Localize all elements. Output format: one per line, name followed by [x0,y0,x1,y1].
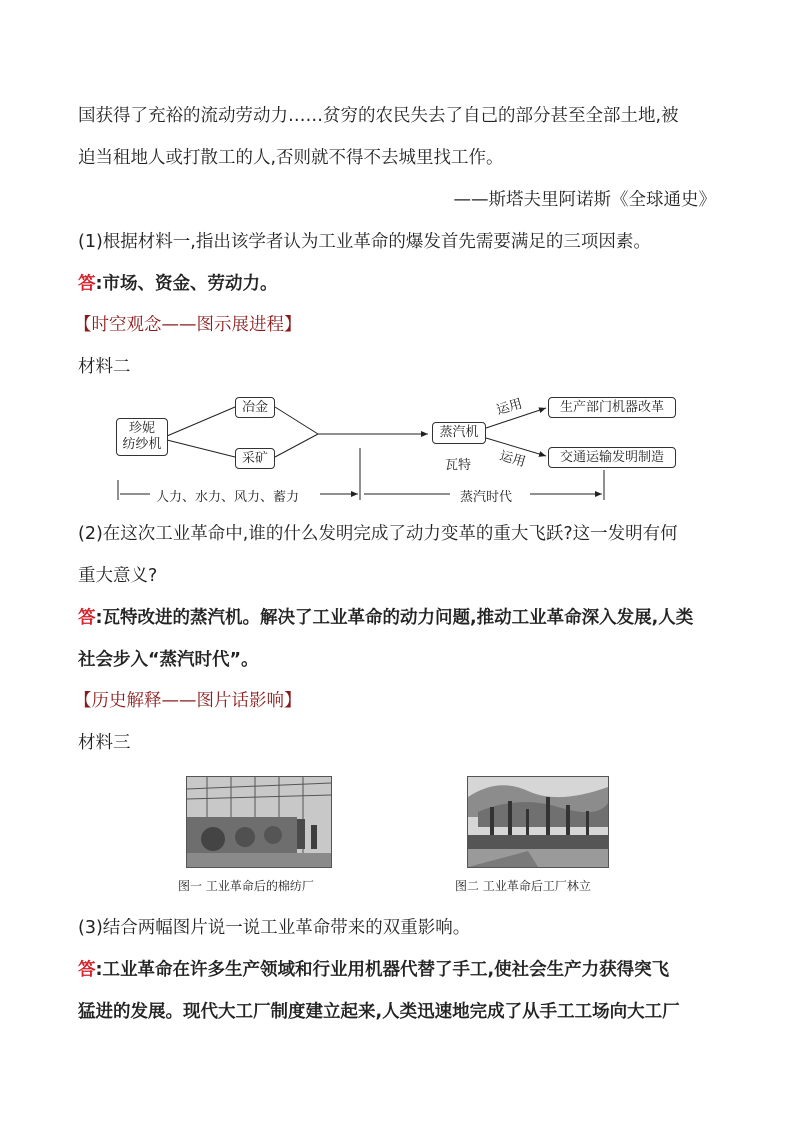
node-smelting: 冶金 [235,397,275,418]
answer-label: 答 [78,960,96,980]
question-2-line1: (2)在这次工业革命中,谁的什么发明完成了动力变革的重大飞跃?这一发明有何 [78,524,678,544]
material-3-label: 材料三 [78,733,131,753]
material1-source: ——斯塔夫里阿诺斯《全球通史》 [453,190,716,210]
section-header-spacetime: 【时空观念——图示展进程】 [74,315,302,335]
answer-2-line2: 社会步入“蒸汽时代”。 [78,650,259,670]
cotton-mill-illustration [187,777,331,867]
node-spinning-jenny [116,418,168,456]
answer-1 [78,272,278,296]
figure-factories [467,776,609,868]
label-apply-bottom: 运用 [497,448,528,471]
figure-2-caption: 图二 工业革命后工厂林立 [455,879,591,893]
node-transport-inventions: 交通运输发明制造 [548,447,676,468]
jenny-line2: 纺纱机 [122,437,162,452]
figure-1-caption: 图一 工业革命后的棉纺厂 [178,879,314,893]
material-2-label: 材料二 [78,357,131,377]
answer-1-text: :市场、资金、劳动力。 [95,274,278,294]
question-3: (3)结合两幅图片说一说工业革命带来的双重影响。 [78,918,471,938]
label-era-steam: 蒸汽时代 [460,490,513,505]
label-era-human-power: 人力、水力、风力、蓄力 [156,490,300,505]
material1-line2: 迫当租地人或打散工的人,否则就不得不去城里找工作。 [78,148,504,168]
figure-cotton-mill [186,776,332,868]
section-header-history: 【历史解释——图片话影响】 [74,691,302,711]
answer-3-line2: 猛进的发展。现代大工厂制度建立起来,人类迅速地完成了从手工工场向大工厂 [78,1002,680,1022]
node-production-machinery-reform: 生产部门机器改革 [548,397,676,418]
question-1: (1)根据材料一,指出该学者认为工业革命的爆发首先需要满足的三项因素。 [78,232,651,252]
answer-label: 答 [78,608,96,628]
jenny-line1: 珍妮 [128,421,155,436]
node-mining: 采矿 [235,448,275,469]
label-watt: 瓦特 [445,458,472,473]
industrial-revolution-diagram [110,390,690,505]
question-2-line2: 重大意义? [78,566,158,586]
material1-line1: 国获得了充裕的流动劳动力……贫穷的农民失去了自己的部分甚至全部土地,被 [78,106,679,126]
answer-3-line1 [78,958,669,982]
label-apply-top: 运用 [494,396,525,419]
factories-illustration [468,777,608,867]
answer-2-line1 [78,606,693,630]
node-steam-engine: 蒸汽机 [432,422,486,444]
answer-3-text: :工业革命在许多生产领域和行业用机器代替了手工,使社会生产力获得突飞 [95,960,670,980]
answer-2-text: :瓦特改进的蒸汽机。解决了工业革命的动力问题,推动工业革命深入发展,人类 [95,608,694,628]
answer-label: 答 [78,274,96,294]
